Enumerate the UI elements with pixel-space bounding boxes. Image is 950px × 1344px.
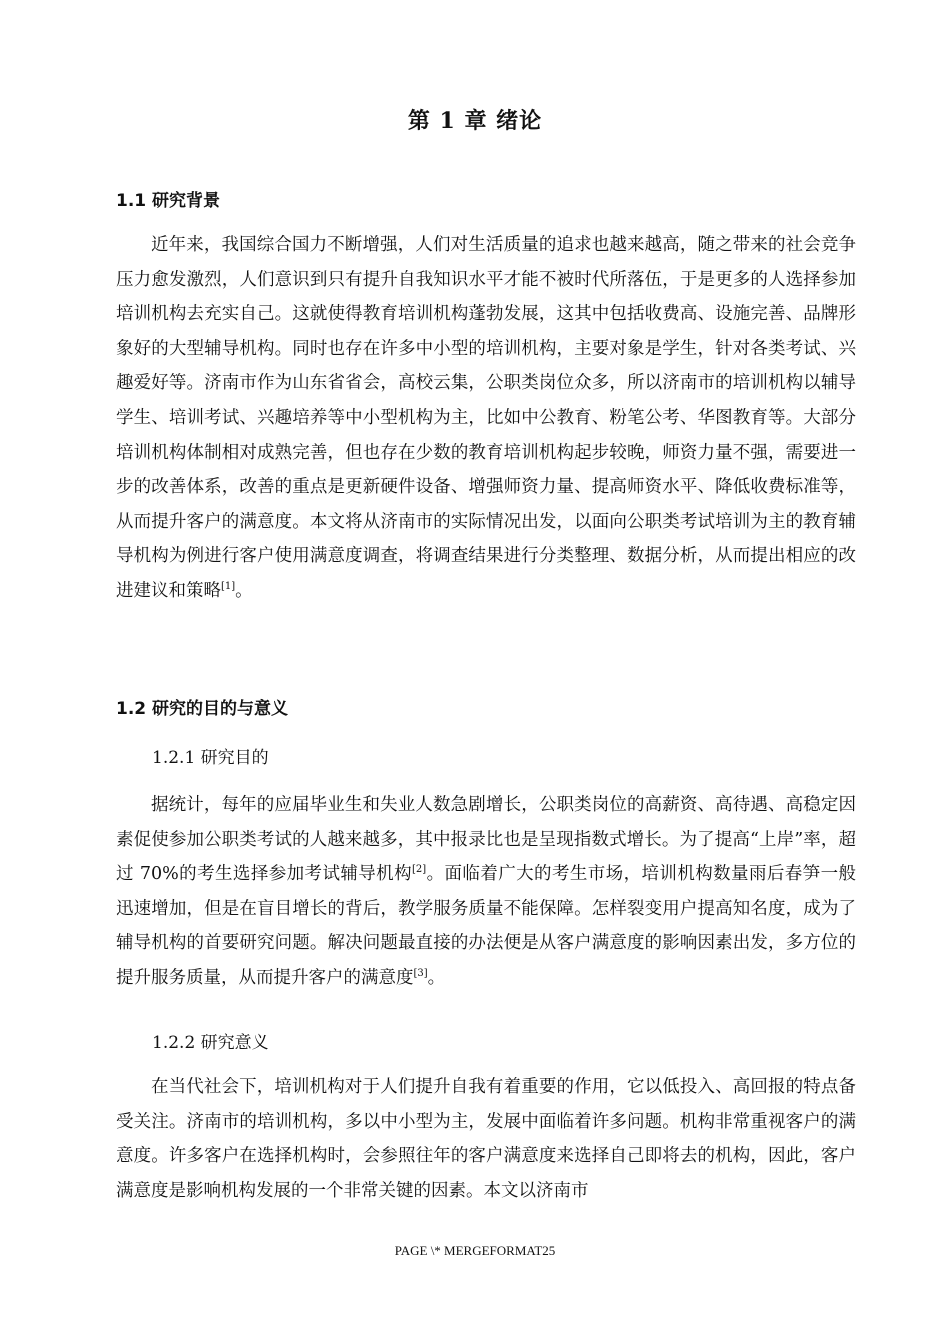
subsection-heading-1-2-2: 1.2.2 研究意义 [152, 1033, 269, 1053]
paragraph-end: 。 [235, 580, 253, 601]
citation-ref: [2] [412, 864, 427, 876]
section-heading-1-2: 1.2 研究的目的与意义 [116, 699, 289, 719]
paragraph-significance [116, 1070, 856, 1208]
citation-ref: [1] [221, 581, 236, 593]
subsection-heading-1-2-1: 1.2.1 研究目的 [152, 748, 269, 768]
page-footer: PAGE \* MERGEFORMAT25 [394, 1243, 556, 1258]
paragraph-text: 据统计，每年的应届毕业生和失业人数急剧增长，公职类岗位的高薪资、高待遇、高稳定因素促使参加公职类考试的人越来越多，其中报录比也是呈现指数式增长。为了提高“上岸”率，超过 70%的考生选择参加考试辅导机构 [116, 795, 856, 885]
citation-ref: [3] [413, 968, 428, 980]
section-heading-1-1: 1.1 研究背景 [116, 191, 221, 211]
paragraph-background [116, 228, 856, 609]
paragraph-end: 。 [427, 967, 446, 988]
paragraph-text: 近年来，我国综合国力不断增强，人们对生活质量的追求也越来越高，随之带来的社会竞争压力愈发激烈，人们意识到只有提升自我知识水平才能不被时代所落伍，于是更多的人选择参加培训机构去充实自己。这就使得教育培训机构蓬勃发展，这其中包括收费高、设施完善、品牌形象好的大型辅导机构。同时也存在许多中小型的培训机构，主要对象是学生，针对各类考试、兴趣爱好等。济南市作为山东省省会，高校云集，公职类岗位众多，所以济南市的培训机构以辅导学生、培训考试、兴趣培养等中小型机构为主，比如中公教育、粉笔公考、华图教育等。大部分培训机构体制相对成熟完善，但也存在少数的教育培训机构起步较晚，师资力量不强，需要进一步的改善体系，改善的重点是更新硬件设备、增强师资力量、提高师资水平、降低收费标准等，从而提升客户的满意度。本文将从济南市的实际情况出发，以面向公职类考试培训为主的教育辅导机构为例进行客户使用满意度调查，将调查结果进行分类整理、数据分析，从而提出相应的改进建议和策略 [116, 235, 856, 601]
chapter-title: 第 1 章 绪论 [407, 108, 543, 134]
paragraph-text-continued: 。面临着广大的考生市场，培训机构数量雨后春笋一般迅速增加，但是在盲目增长的背后，教学服务质量不能保障。怎样裂变用户提高知名度，成为了辅导机构的首要研究问题。解决问题最直接的办法便是从客户满意度的影响因素出发，多方位的提升服务质量，从而提升客户的满意度 [116, 864, 857, 988]
paragraph-text: 在当代社会下，培训机构对于人们提升自我有着重要的作用，它以低投入、高回报的特点备受关注。济南市的培训机构，多以中小型为主，发展中面临着许多问题。机构非常重视客户的满意度。许多客户在选择机构时，会参照往年的客户满意度来选择自己即将去的机构，因此，客户满意度是影响机构发展的一个非常关键的因素。本文以济南市 [116, 1077, 856, 1201]
paragraph-purpose [116, 788, 856, 996]
